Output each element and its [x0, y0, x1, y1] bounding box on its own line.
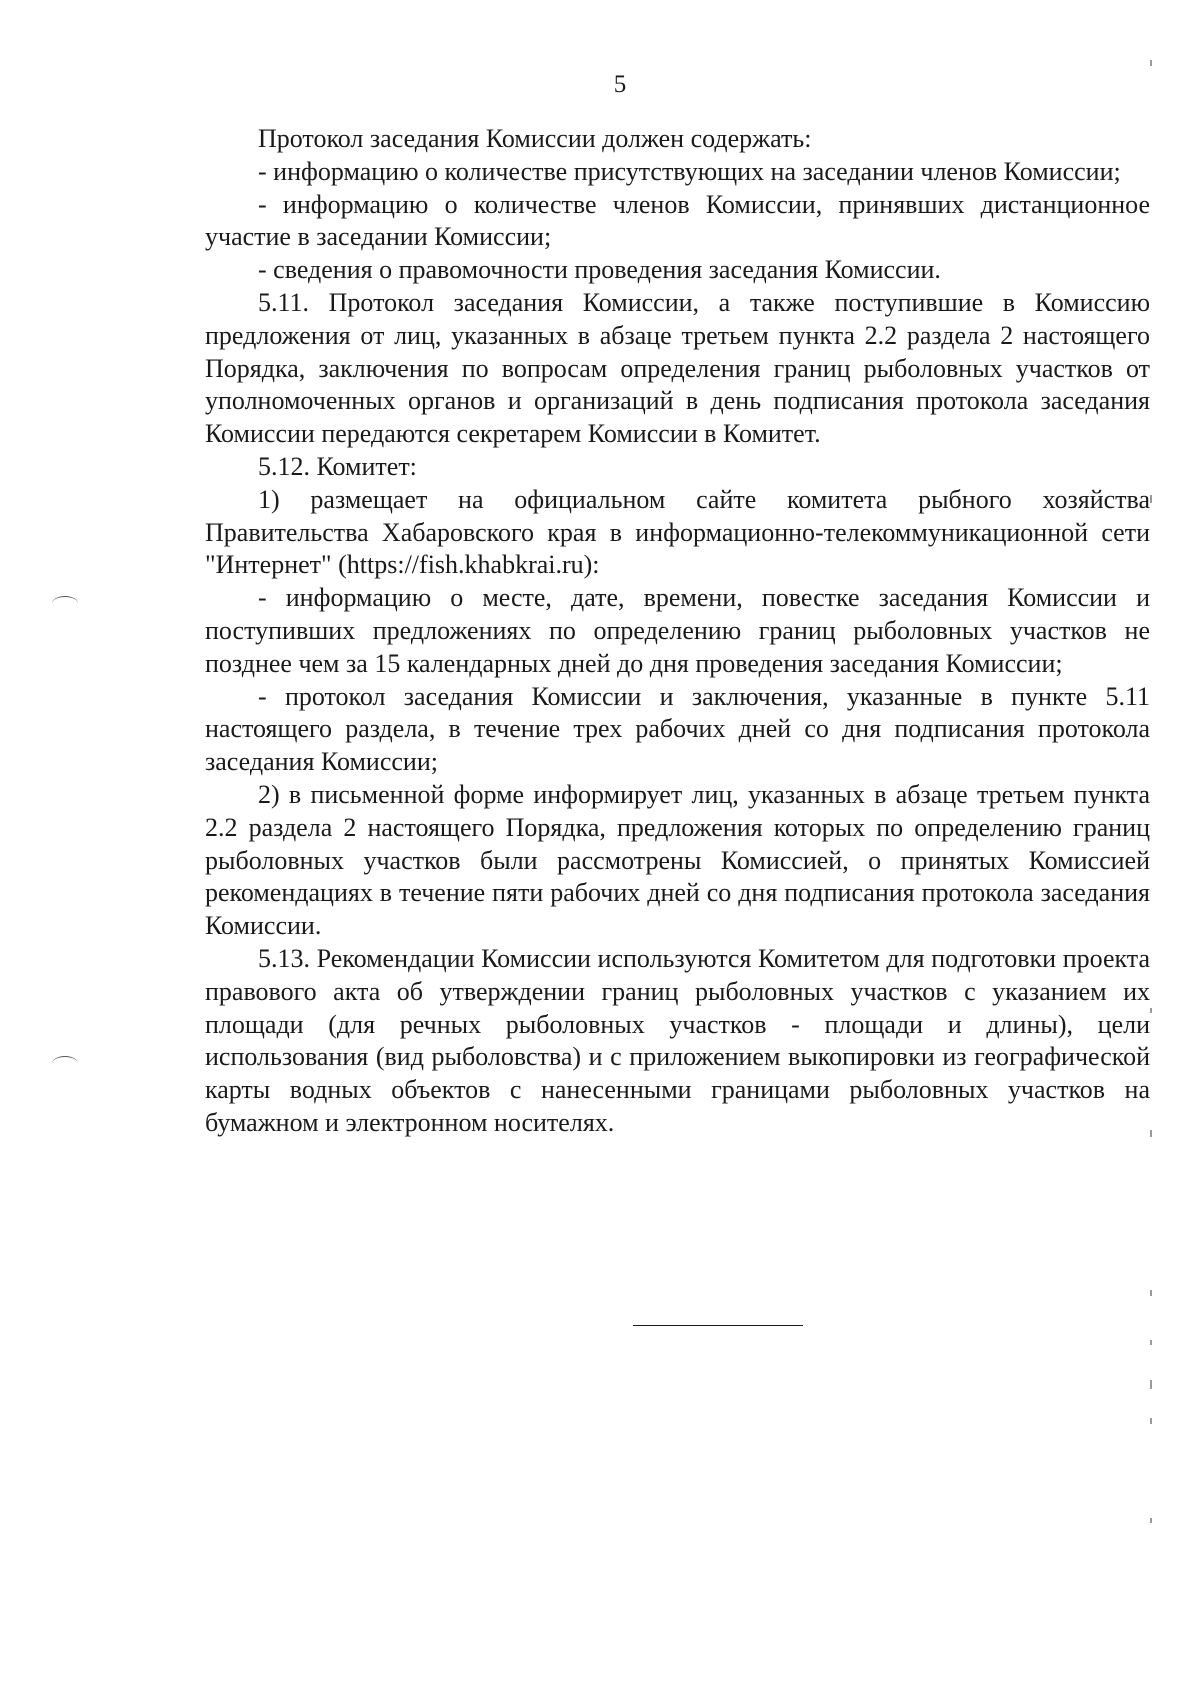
scan-speck	[1150, 1518, 1152, 1523]
paragraph-meeting-info: - информацию о месте, дате, времени, повестке заседания Комиссии и поступивших предложениях по определению границ рыболовных участков не позднее чем за 15 календарных дней до дня проведения заседания Комиссии;	[205, 583, 1150, 678]
paragraph-section-5-12: 5.12. Комитет:	[258, 451, 417, 481]
paragraph-section-5-13: 5.13. Рекомендации Комиссии используются Комитетом для подготовки проекта правового акта об утверждении границ рыболовных участков с указанием их площади (для речных рыболовных участков - площади и длины), цели использования (вид рыболовства) и с приложением выкопировки из географической карты водных объектов с нанесенными границами рыболовных участков на бумажном и электронном носителях.	[205, 943, 1150, 1137]
paragraph-attendance-info: - информацию о количестве присутствующих на заседании членов Комиссии;	[258, 156, 1121, 186]
paragraph-item-2-written-notice: 2) в письменной форме информирует лиц, указанных в абзаце третьем пункта 2.2 раздела 2 настоящего Порядка, предложения которых по определению границ рыболовных участков были рассмотрены Комиссией, о принятых Комиссией рекомендациях в течение пяти рабочих дней со дня подписания протокола заседания Комиссии.	[205, 779, 1150, 941]
scan-speck	[1150, 1340, 1152, 1345]
scan-speck	[1150, 1380, 1152, 1389]
paragraph-protocol-contents: Протокол заседания Комиссии должен содержать:	[258, 124, 812, 153]
scan-speck	[1150, 495, 1152, 503]
scan-speck	[1150, 1290, 1152, 1296]
scan-speck	[1150, 60, 1152, 66]
paragraph-remote-participation: - информацию о количестве членов Комиссии, принявших дистанционное участие в заседании Комиссии;	[205, 189, 1150, 252]
paragraph-protocol-publication: - протокол заседания Комиссии и заключения, указанные в пункте 5.11 настоящего раздела, в течение трех рабочих дней со дня подписания протокола заседания Комиссии;	[205, 681, 1150, 777]
binder-hole-mark	[52, 596, 78, 611]
scan-speck	[1150, 1008, 1152, 1013]
paragraph-section-5-11: 5.11. Протокол заседания Комиссии, а также поступившие в Комиссию предложения от лиц, указанных в абзаце третьем пункта 2.2 раздела 2 настоящего Порядка, заключения по вопросам определения границ рыболовных участков от уполномоченных органов и организаций в день подписания протокола заседания Комиссии передаются секретарем Комиссии в Комитет.	[205, 287, 1150, 449]
scan-speck	[1150, 1418, 1152, 1424]
scan-artifacts	[1150, 40, 1160, 1540]
scan-speck	[1150, 1130, 1152, 1137]
page-number: 5	[613, 71, 627, 98]
document-body	[205, 123, 1150, 1140]
end-of-text-rule	[633, 1325, 803, 1326]
paragraph-quorum-info: - сведения о правомочности проведения заседания Комиссии.	[258, 255, 941, 285]
paragraph-item-1-website: 1) размещает на официальном сайте комитета рыбного хозяйства Правительства Хабаровского края в информационно-телекоммуникационной сети "Интернет" (https://fish.khabkrai.ru):	[205, 484, 1150, 580]
binder-hole-mark	[52, 1056, 78, 1071]
